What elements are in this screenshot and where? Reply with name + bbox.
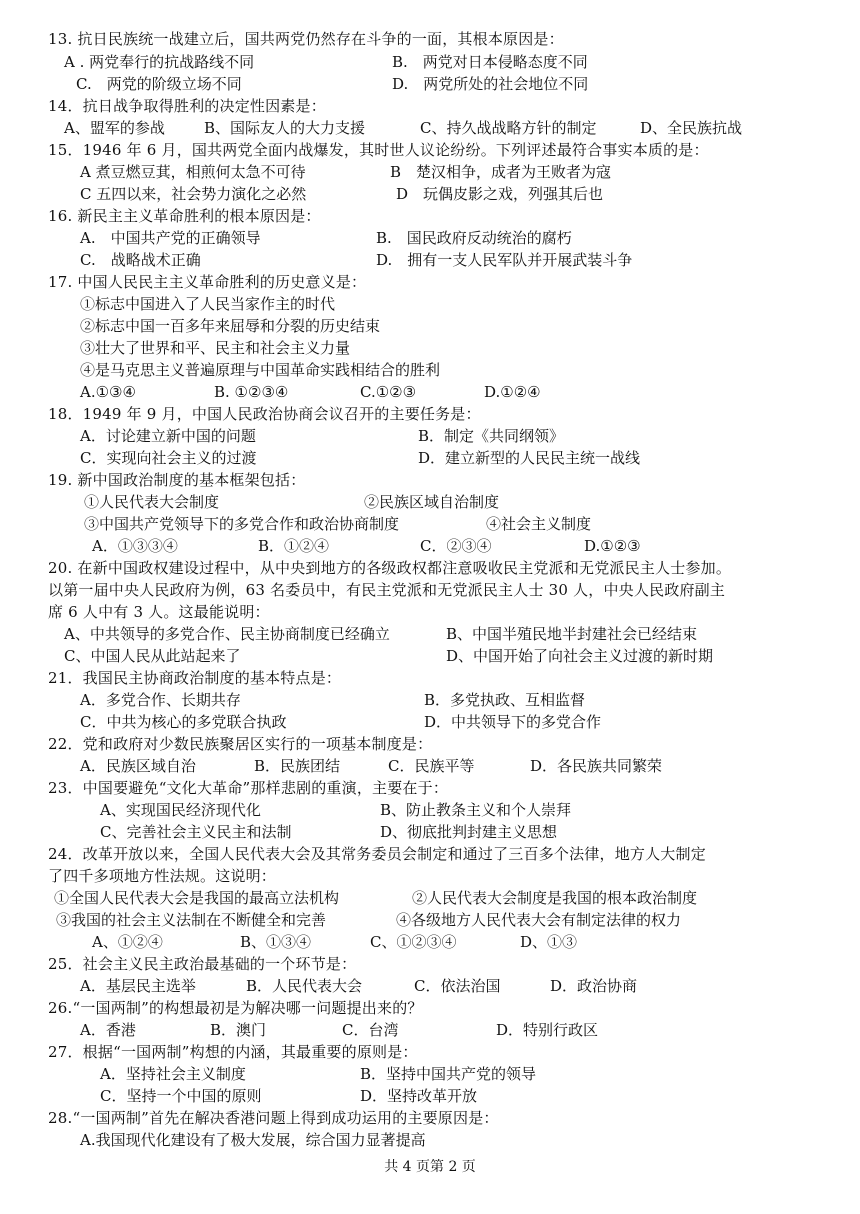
q20-option-c: C、中国人民从此站起来了 xyxy=(64,647,241,665)
q27-option-b: B．坚持中国共产党的领导 xyxy=(360,1065,537,1083)
q14-stem: 14．抗日战争取得胜利的决定性因素是： xyxy=(48,97,326,115)
q19-option-a: A．①③③④ xyxy=(92,537,178,555)
q25-option-c: C．依法治国 xyxy=(414,977,501,995)
q18-option-d: D．建立新型的人民民主统一战线 xyxy=(418,449,641,467)
q15-option-b: B 楚汉相争，成者为王败者为寇 xyxy=(390,163,612,181)
q17-option-c: C.①②③ xyxy=(360,383,417,401)
q28-option-a: A.我国现代化建设有了极大发展，综合国力显著提高 xyxy=(80,1131,426,1149)
q23-option-c: C、完善社会主义民主和法制 xyxy=(100,823,292,841)
q18-option-c: C．实现向社会主义的过渡 xyxy=(80,449,257,467)
q24-item: ①全国人民代表大会是我国的最高立法机构 xyxy=(54,889,340,907)
q20-option-d: D、中国开始了向社会主义过渡的新时期 xyxy=(446,647,714,665)
q16-stem: 16. 新民主主义革命胜利的根本原因是： xyxy=(48,207,321,225)
q14-option-b: B、国际友人的大力支援 xyxy=(204,119,366,137)
q18-option-a: A．讨论建立新中国的问题 xyxy=(80,427,256,445)
q21-option-d: D．中共领导下的多党合作 xyxy=(424,713,602,731)
q25-option-d: D．政治协商 xyxy=(550,977,638,995)
q19-item: ①人民代表大会制度 xyxy=(84,493,220,511)
q27-option-d: D．坚持改革开放 xyxy=(360,1087,478,1105)
q23-option-b: B、防止教条主义和个人崇拜 xyxy=(380,801,572,819)
q20-stem-line: 20. 在新中国政权建设过程中，从中央到地方的各级政权都注意吸收民主党派和无党派民主人士参加。 xyxy=(48,559,732,577)
q18-stem: 18．1949 年 9 月，中国人民政治协商会议召开的主要任务是： xyxy=(48,405,481,423)
page-footer: 共 4 页第 2 页 xyxy=(384,1159,476,1175)
q26-option-d: D．特别行政区 xyxy=(496,1021,599,1039)
q22-stem: 22．党和政府对少数民族聚居区实行的一项基本制度是： xyxy=(48,735,433,753)
q18-option-b: B．制定《共同纲领》 xyxy=(418,427,565,445)
q24-option-d: D、①③ xyxy=(520,933,578,951)
q15-option-c: C 五四以来，社会势力演化之必然 xyxy=(80,185,307,203)
q17-option-b: B. ①②③④ xyxy=(214,383,289,401)
q20-stem-line: 席 6 人中有 3 人。这最能说明： xyxy=(48,603,270,621)
q14-option-a: A、盟军的参战 xyxy=(64,119,165,137)
q17-item: ②标志中国一百多年来屈辱和分裂的历史结束 xyxy=(80,317,381,335)
q20-option-b: B、中国半殖民地半封建社会已经结束 xyxy=(446,625,698,643)
q20-stem-line: 以第一届中央人民政府为例，63 名委员中，有民主党派和无党派民主人士 30 人，中央人民政府副主 xyxy=(48,581,726,599)
q27-stem: 27．根据“一国两制”构想的内涵，其最重要的原则是： xyxy=(48,1043,418,1061)
q17-item: ①标志中国进入了人民当家作主的时代 xyxy=(80,295,336,313)
q19-item: ②民族区域自治制度 xyxy=(364,493,500,511)
q17-option-d: D.①②④ xyxy=(484,383,541,401)
q15-stem: 15．1946 年 6 月，国共两党全面内战爆发，其时世人议论纷纷。下列评述最符合事实本质的是： xyxy=(48,141,709,159)
q13-stem: 13. 抗日民族统一战建立后，国共两党仍然存在斗争的一面，其根本原因是： xyxy=(48,30,564,48)
q24-item: ③我国的社会主义法制在不断健全和完善 xyxy=(56,911,327,929)
q13-option-a: A . 两党奉行的抗战路线不同 xyxy=(64,53,255,71)
q22-option-b: B．民族团结 xyxy=(254,757,341,775)
q27-option-c: C．坚持一个中国的原则 xyxy=(100,1087,262,1105)
q20-option-a: A、中共领导的多党合作、民主协商制度已经确立 xyxy=(64,625,390,643)
q25-option-a: A．基层民主选举 xyxy=(80,977,196,995)
q19-stem: 19. 新中国政治制度的基本框架包括： xyxy=(48,471,306,489)
q22-option-d: D．各民族共同繁荣 xyxy=(530,757,663,775)
q24-option-a: A、①②④ xyxy=(92,933,163,951)
q26-option-b: B．澳门 xyxy=(210,1021,267,1039)
q26-option-a: A．香港 xyxy=(80,1021,136,1039)
q23-option-d: D、彻底批判封建主义思想 xyxy=(380,823,558,841)
q22-option-a: A．民族区域自治 xyxy=(80,757,196,775)
q15-option-d: D 玩偶皮影之戏，列强其后也 xyxy=(396,185,604,203)
q23-option-a: A、实现国民经济现代化 xyxy=(100,801,261,819)
q22-option-c: C．民族平等 xyxy=(388,757,475,775)
q25-option-b: B．人民代表大会 xyxy=(246,977,363,995)
q19-option-c: C．②③④ xyxy=(420,537,492,555)
q16-option-d: D. 拥有一支人民军队并开展武装斗争 xyxy=(376,251,633,269)
q16-option-c: C. 战略战术正确 xyxy=(80,251,201,269)
q28-stem: 28.“一国两制”首先在解决香港问题上得到成功运用的主要原因是： xyxy=(48,1109,499,1127)
q13-option-c: C. 两党的阶级立场不同 xyxy=(76,75,242,93)
q25-stem: 25．社会主义民主政治最基础的一个环节是： xyxy=(48,955,357,973)
q15-option-a: A 煮豆燃豆萁，相煎何太急不可待 xyxy=(80,163,306,181)
q16-option-b: B. 国民政府反动统治的腐朽 xyxy=(376,229,572,247)
q13-option-d: D. 两党所处的社会地位不同 xyxy=(392,75,589,93)
q24-stem-line: 了四千多项地方性法规。这说明： xyxy=(48,867,277,885)
q27-option-a: A．坚持社会主义制度 xyxy=(100,1065,246,1083)
q17-item: ④是马克思主义普遍原理与中国革命实践相结合的胜利 xyxy=(80,361,441,379)
q19-item: ④社会主义制度 xyxy=(486,515,592,533)
q24-stem-line: 24．改革开放以来，全国人民代表大会及其常务委员会制定和通过了三百多个法律，地方人大制定 xyxy=(48,845,706,863)
q26-option-c: C．台湾 xyxy=(342,1021,399,1039)
q21-option-c: C．中共为核心的多党联合执政 xyxy=(80,713,287,731)
q16-option-a: A. 中国共产党的正确领导 xyxy=(80,229,261,247)
q17-item: ③壮大了世界和平、民主和社会主义力量 xyxy=(80,339,351,357)
q14-option-d: D、全民族抗战 xyxy=(640,119,743,137)
q24-item: ②人民代表大会制度是我国的根本政治制度 xyxy=(412,889,698,907)
q19-option-d: D.①②③ xyxy=(584,537,641,555)
q19-option-b: B．①②④ xyxy=(258,537,330,555)
q17-stem: 17. 中国人民民主主义革命胜利的历史意义是： xyxy=(48,273,367,291)
q23-stem: 23．中国要避免“文化大革命”那样悲剧的重演，主要在于： xyxy=(48,779,449,797)
q21-stem: 21．我国民主协商政治制度的基本特点是： xyxy=(48,669,342,687)
q14-option-c: C、持久战战略方针的制定 xyxy=(420,119,597,137)
q21-option-a: A．多党合作、长期共存 xyxy=(80,691,241,709)
q13-option-b: B. 两党对日本侵略态度不同 xyxy=(392,53,588,71)
q24-item: ④各级地方人民代表大会有制定法律的权力 xyxy=(396,911,682,929)
q24-option-c: C、①②③④ xyxy=(370,933,457,951)
q26-stem: 26.“一国两制”的构想最初是为解决哪一问题提出来的？ xyxy=(48,999,423,1017)
q24-option-b: B、①③④ xyxy=(240,933,312,951)
q21-option-b: B．多党执政、互相监督 xyxy=(424,691,586,709)
q17-option-a: A.①③④ xyxy=(80,383,136,401)
q19-item: ③中国共产党领导下的多党合作和政治协商制度 xyxy=(84,515,400,533)
